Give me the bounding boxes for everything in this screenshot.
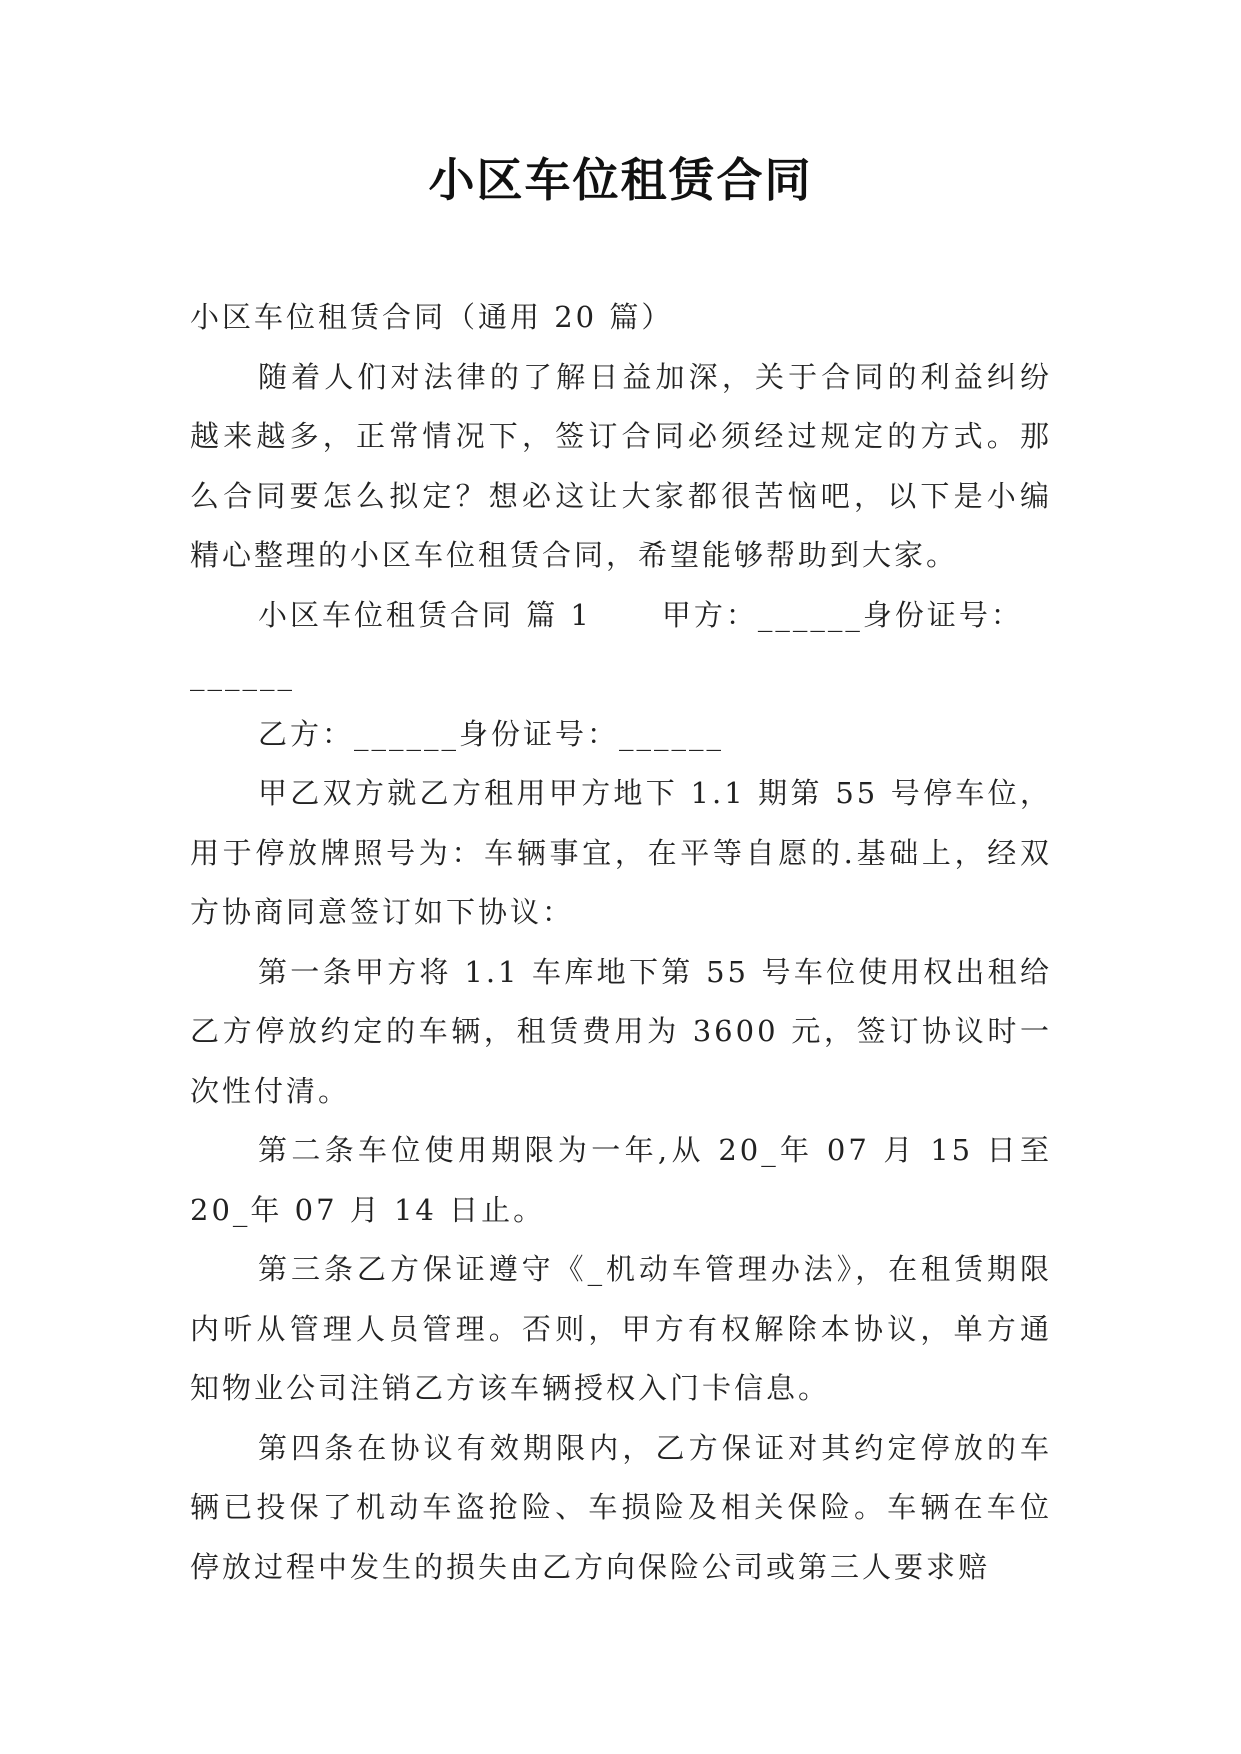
article-2-paragraph: 第二条车位使用期限为一年,从 20_年 07 月 15 日至 20_年 07 月 14 日止。 <box>190 1133 1052 1227</box>
article-1-paragraph: 第一条甲方将 1.1 车库地下第 55 号车位使用权出租给乙方停放约定的车辆，租赁费用为 3600 元，签订协议时一次性付清。 <box>190 954 1052 1108</box>
party-a-id-blank: ______ <box>190 657 295 691</box>
document-body <box>190 288 1052 1597</box>
document-subtitle: 小区车位租赁合同（通用 20 篇） <box>190 300 674 334</box>
article-3-paragraph: 第三条乙方保证遵守《_机动车管理办法》，在租赁期限内听从管理人员管理。否则，甲方有权解除本协议，单方通知物业公司注销乙方该车辆授权入门卡信息。 <box>190 1252 1052 1405</box>
section-heading: 小区车位租赁合同 篇 1 <box>258 597 592 632</box>
preamble-paragraph: 甲乙双方就乙方租用甲方地下 1.1 期第 55 号停车位，用于停放牌照号为：车辆事宜，在平等自愿的.基础上，经双方协商同意签订如下协议： <box>190 776 1052 929</box>
party-a-line: 甲方：______身份证号： <box>661 597 1023 632</box>
document-title: 小区车位租赁合同 <box>428 153 813 207</box>
section-heading-line <box>190 586 1052 646</box>
article-4-paragraph: 第四条在协议有效期限内，乙方保证对其约定停放的车辆已投保了机动车盗抢险、车损险及相关保险。车辆在车位停放过程中发生的损失由乙方向保险公司或第三人要求赔 <box>190 1430 1052 1584</box>
intro-paragraph: 随着人们对法律的了解日益加深，关于合同的利益纠纷越来越多，正常情况下，签订合同必须经过规定的方式。那么合同要怎么拟定？想必这让大家都很苦恼吧，以下是小编精心整理的小区车位租赁合同，希望能够帮助到大家。 <box>190 359 1052 572</box>
party-b-line: 乙方：______身份证号：______ <box>258 716 725 751</box>
